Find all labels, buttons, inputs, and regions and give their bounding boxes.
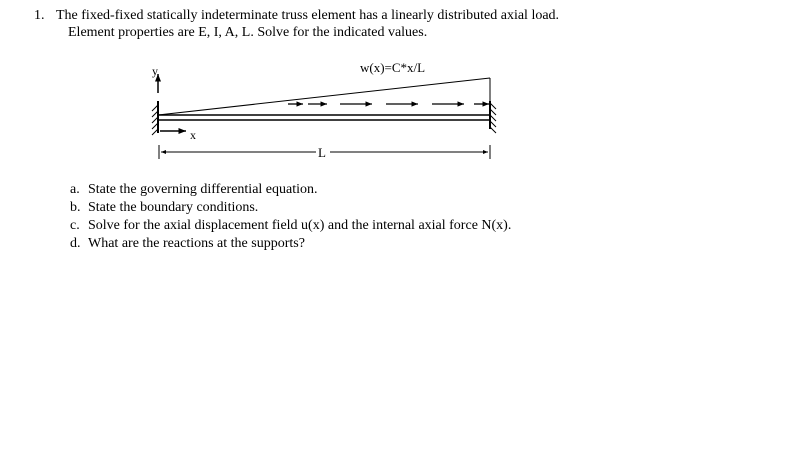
- task-a: [70, 181, 511, 199]
- y-axis-label: y: [152, 64, 158, 78]
- problem-statement: [34, 7, 774, 41]
- task-letter: b.: [70, 200, 81, 215]
- right-fixed-support: [490, 101, 496, 133]
- task-letter: c.: [70, 218, 80, 233]
- task-letter: d.: [70, 236, 81, 251]
- truss-bar: [158, 115, 490, 120]
- truss-figure: [140, 55, 520, 170]
- load-label: w(x)=C*x/L: [360, 60, 426, 75]
- distributed-load-triangle: [158, 78, 490, 115]
- task-list: [70, 181, 511, 253]
- task-text: State the boundary conditions.: [88, 200, 259, 215]
- truss-diagram: [140, 55, 520, 170]
- task-letter: a.: [70, 182, 80, 197]
- task-text: State the governing differential equation.: [88, 182, 318, 197]
- task-c: [70, 217, 511, 235]
- task-d: [70, 235, 511, 253]
- left-fixed-support: [152, 101, 158, 135]
- x-axis-label: x: [190, 128, 196, 142]
- task-b: [70, 199, 511, 217]
- task-text: What are the reactions at the supports?: [88, 236, 305, 251]
- problem-line-2: Element properties are E, I, A, L. Solve for the indicated values.: [68, 25, 428, 40]
- problem-number: 1.: [34, 8, 45, 23]
- length-label: L: [318, 145, 326, 160]
- problem-text-1: The fixed-fixed statically indeterminate truss element has a linearly distributed axial load.: [56, 8, 560, 23]
- problem-line-1: [34, 7, 774, 24]
- task-text: Solve for the axial displacement field u(x) and the internal axial force N(x).: [88, 218, 512, 233]
